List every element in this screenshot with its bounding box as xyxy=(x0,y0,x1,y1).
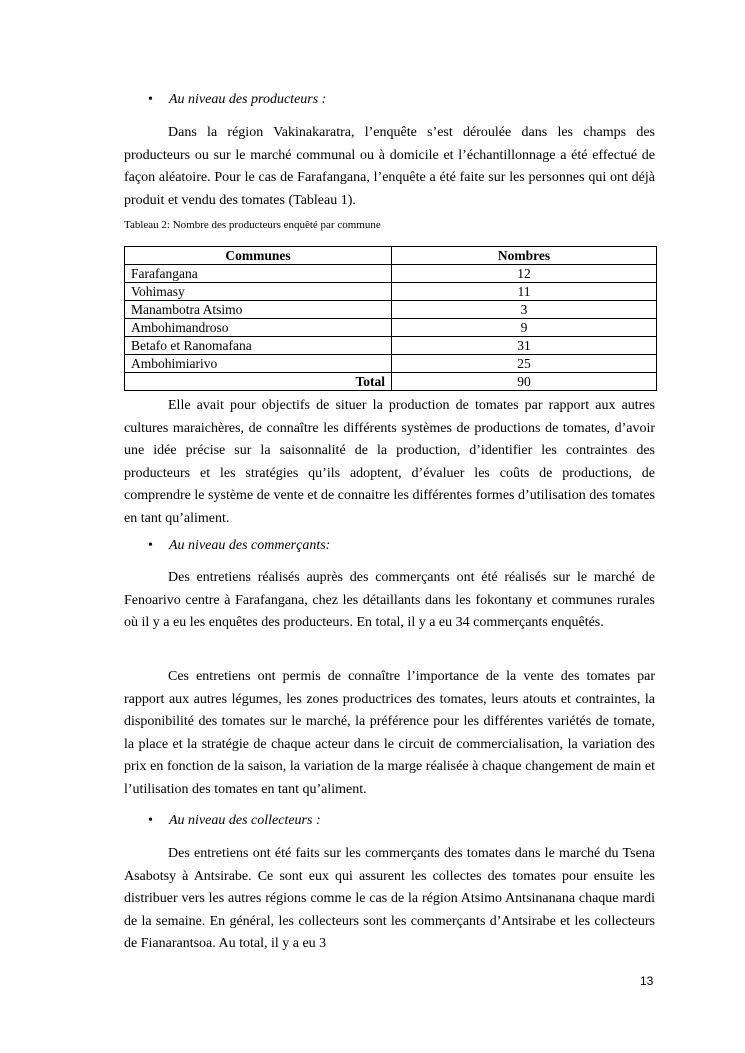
header-nombres: Nombres xyxy=(392,247,657,265)
cell-commune: Betafo et Ranomafana xyxy=(125,337,392,355)
paragraph-producteurs: Dans la région Vakinakaratra, l’enquête s’est déroulée dans les champs des producteurs ou sur le marché communal ou à domicile et l’échantillonnage a été effectué de façon aléatoire. Pour le cas de Farafangana, l’enquête a été faite sur les personnes qui ont déjà produit et vendu des tomates (Tableau 1). xyxy=(124,125,655,208)
bullet-heading: Au niveau des commerçants: xyxy=(169,538,331,553)
cell-commune: Farafangana xyxy=(125,265,392,283)
page-number: 13 xyxy=(640,974,654,988)
producers-table xyxy=(124,246,657,391)
table-total-row xyxy=(125,373,657,391)
cell-nombre: 12 xyxy=(392,265,657,283)
bullet-heading: Au niveau des collecteurs : xyxy=(169,813,321,828)
cell-commune: Ambohimandroso xyxy=(125,319,392,337)
table-header-row xyxy=(125,247,657,265)
table-row xyxy=(125,337,657,355)
cell-nombre: 11 xyxy=(392,283,657,301)
paragraph-objectifs: Elle avait pour objectifs de situer la production de tomates par rapport aux autres cultures maraichères, de connaître les différents systèmes de productions de tomates, d’avoir une idée précise sur la saisonnalité de la production, d’identifier les contraintes des producteurs et les stratégies qu’ils adoptent, d’évaluer les coûts de productions, de comprendre le système de vente et de connaitre les différentes formes d’utilisation des tomates en tant qu’aliment. xyxy=(124,398,655,526)
cell-commune: Vohimasy xyxy=(125,283,392,301)
total-label: Total xyxy=(125,373,392,391)
bullet-heading: Au niveau des producteurs : xyxy=(169,92,327,107)
cell-commune: Ambohimiarivo xyxy=(125,355,392,373)
cell-nombre: 9 xyxy=(392,319,657,337)
table-row xyxy=(125,301,657,319)
table-row xyxy=(125,355,657,373)
total-value: 90 xyxy=(392,373,657,391)
cell-nombre: 3 xyxy=(392,301,657,319)
cell-commune: Manambotra Atsimo xyxy=(125,301,392,319)
table-row xyxy=(125,319,657,337)
table-row xyxy=(125,283,657,301)
bullet-dot: • xyxy=(148,92,153,107)
cell-nombre: 31 xyxy=(392,337,657,355)
header-communes: Communes xyxy=(125,247,392,265)
paragraph-commercants-2: Ces entretiens ont permis de connaître l’importance de la vente des tomates par rapport aux autres légumes, les zones productrices des tomates, leurs atouts et contraintes, la disponibilité des tomates sur le marché, la préférence pour les différentes variétés de tomate, la place et la stratégie de chaque acteur dans le circuit de commercialisation, la variation des prix en fonction de la saison, la variation de la marge réalisée à chaque changement de main et l’utilisation des tomates en tant qu’aliment. xyxy=(124,669,655,797)
bullet-dot: • xyxy=(148,813,153,828)
table-caption: Tableau 2: Nombre des producteurs enquêté par commune xyxy=(124,219,381,231)
table-row xyxy=(125,265,657,283)
cell-nombre: 25 xyxy=(392,355,657,373)
paragraph-commercants-1: Des entretiens réalisés auprès des commerçants ont été réalisés sur le marché de Fenoarivo centre à Farafangana, chez les détaillants dans les fokontany et communes rurales où il y a eu les enquêtes des producteurs. En total, il y a eu 34 commerçants enquêtés. xyxy=(124,570,655,630)
paragraph-collecteurs: Des entretiens ont été faits sur les commerçants des tomates dans le marché du Tsena Asabotsy à Antsirabe. Ce sont eux qui assurent les collectes des tomates pour ensuite les distribuer vers les autres régions comme le cas de la région Atsimo Antsinanana chaque mardi de la semaine. En général, les collecteurs sont les commerçants d’Antsirabe et les collecteurs de Fianarantsoa. Au total, il y a eu 3 xyxy=(124,846,655,951)
bullet-dot: • xyxy=(148,538,153,553)
